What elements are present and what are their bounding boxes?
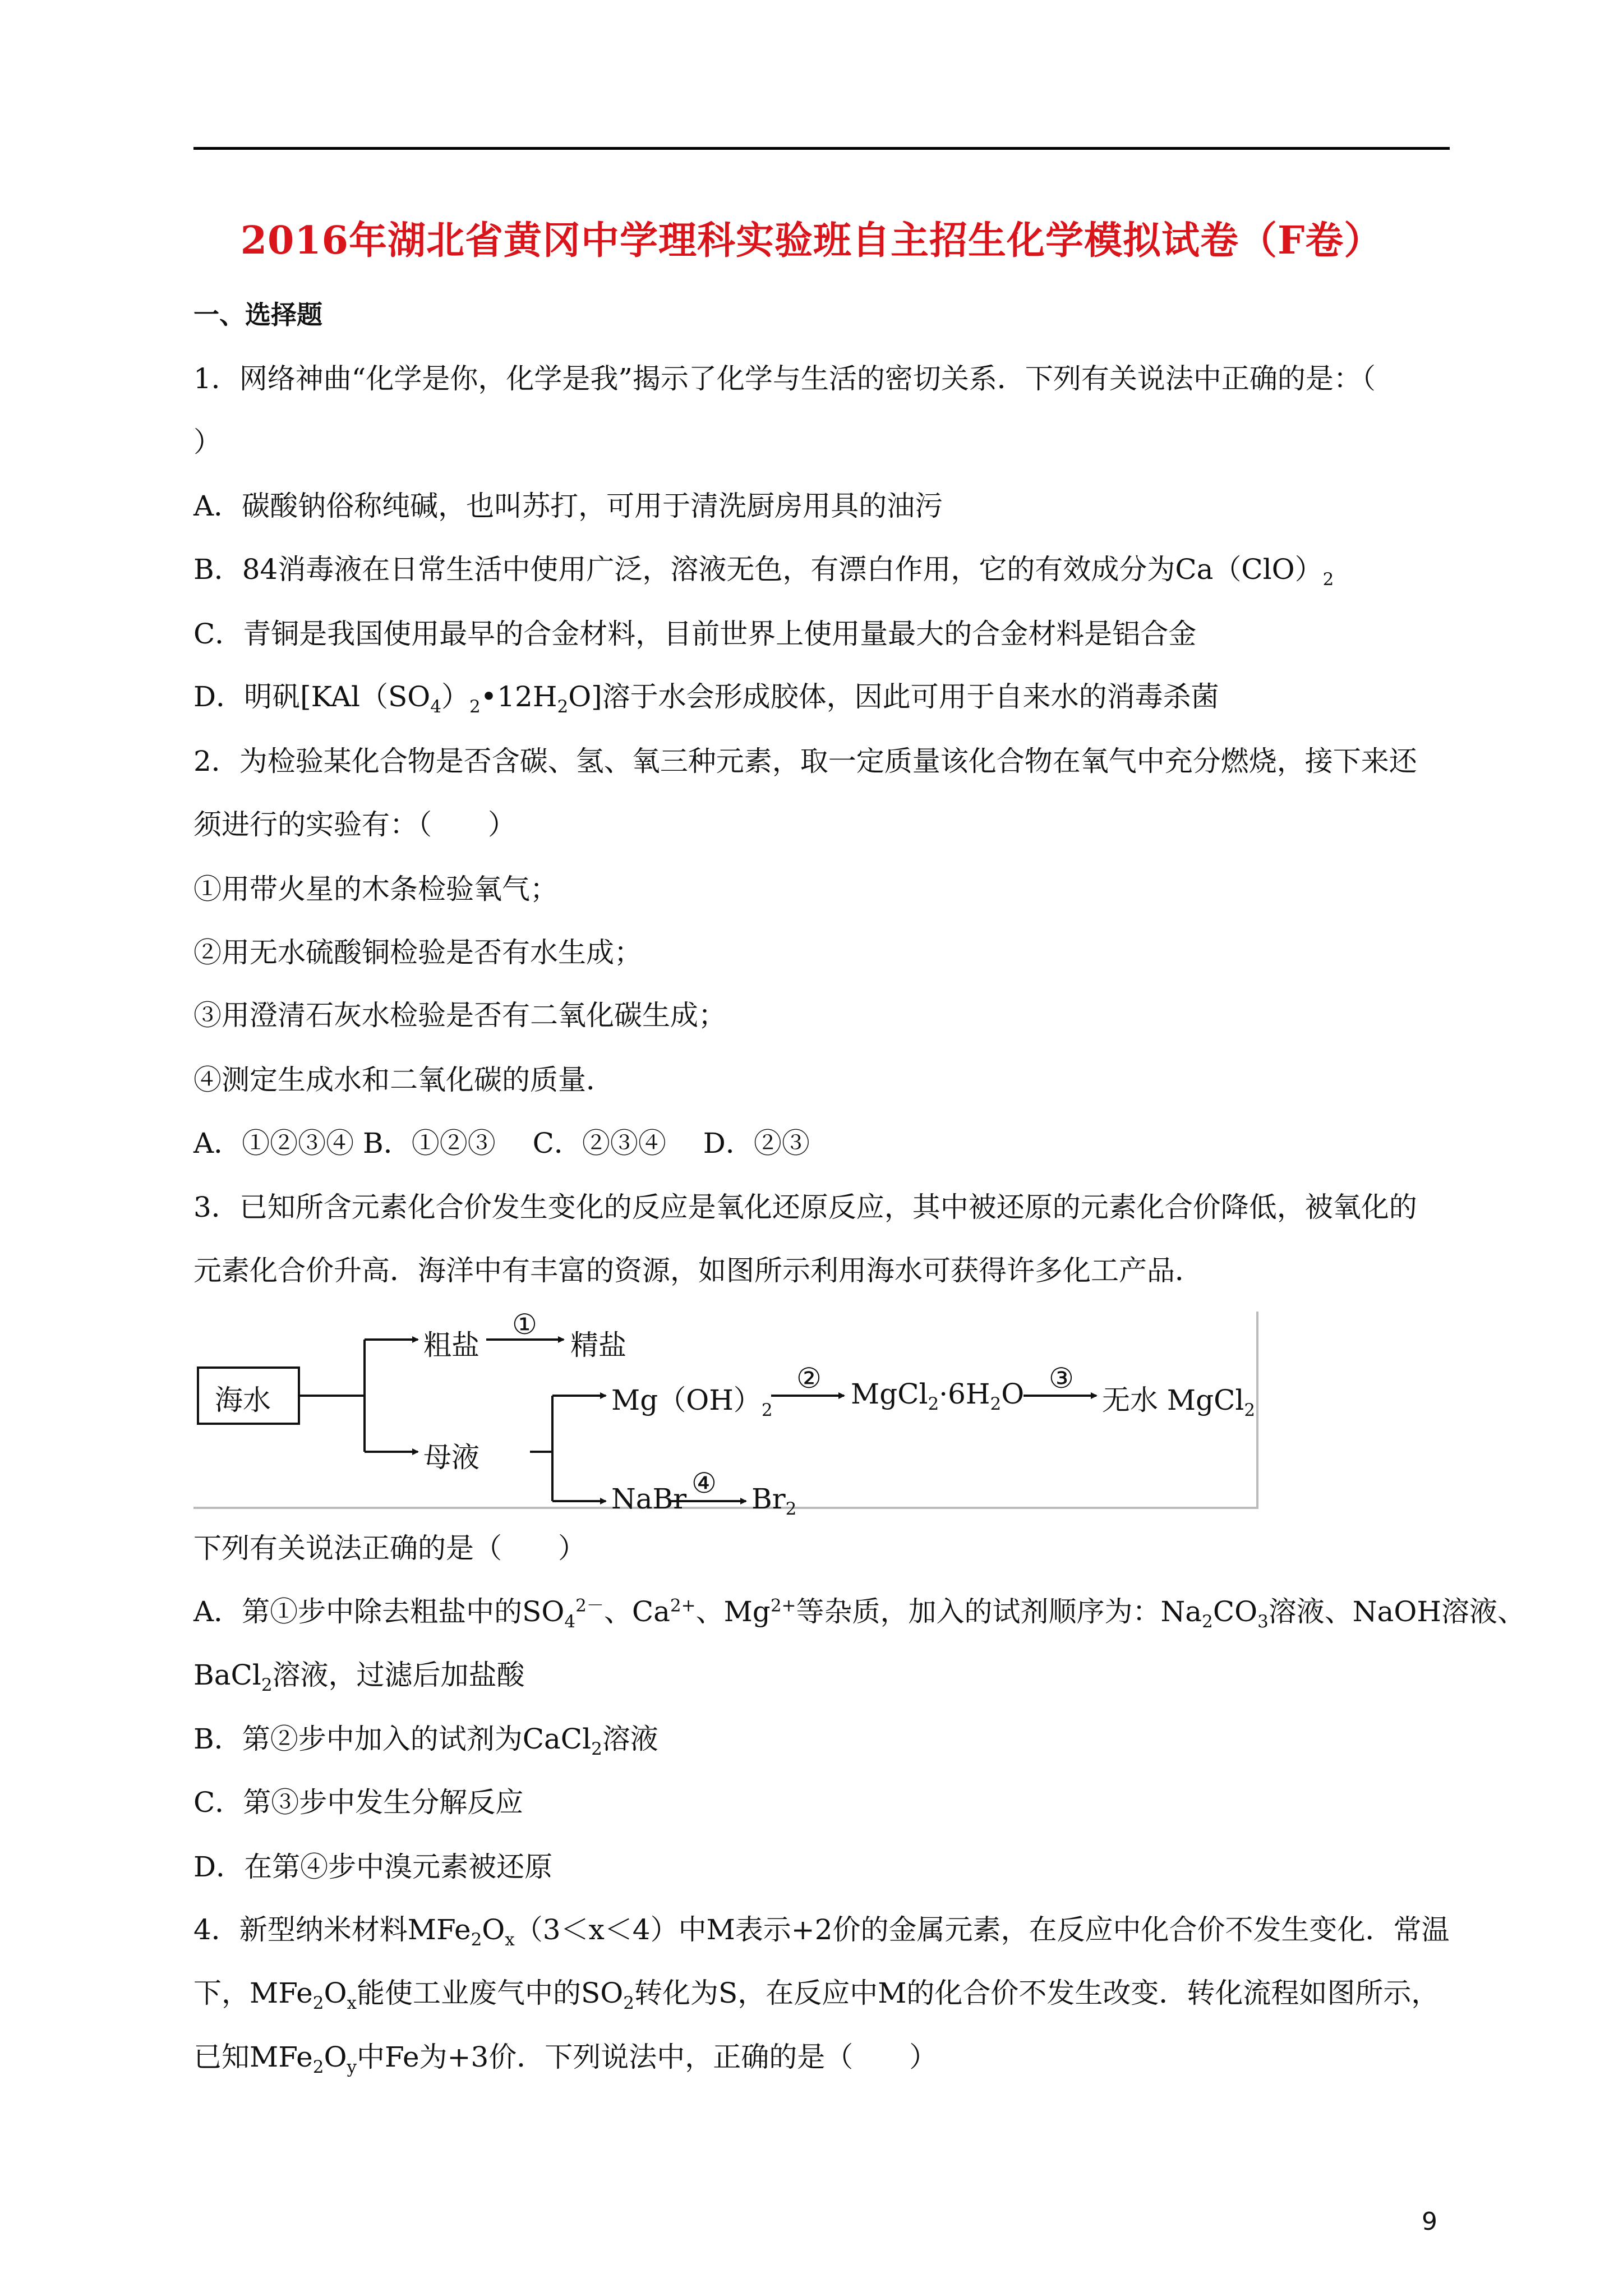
step-1-label: ① bbox=[512, 1308, 537, 1341]
q3-ask: 下列有关说法正确的是（ ） bbox=[193, 1532, 586, 1565]
mgcl2-hydrate-label: $MgCl_2\cdot 6H_2O$ bbox=[851, 1378, 1025, 1414]
q3-option-d: D．在第④步中溴元素被还原 bbox=[193, 1851, 553, 1883]
q2-stem-line1: 2．为检验某化合物是否含碳、氢、氧三种元素，取一定质量该化合物在氧气中充分燃烧，接下来还 bbox=[193, 745, 1417, 777]
exam-title: 2016年湖北省黄冈中学理科实验班自主招生化学模拟试卷（F卷） bbox=[240, 218, 1383, 263]
q1-option-c: C．青铜是我国使用最早的合金材料，目前世界上使用量最大的合金材料是铝合金 bbox=[193, 618, 1197, 650]
q1-option-b: B．84消毒液在日常生活中使用广泛，溶液无色，有漂白作用，它的有效成分为$Ca(ClO)_2$ bbox=[193, 553, 1334, 590]
q3-stem-line1: 3．已知所含元素化合价发生变化的反应是氧化还原反应，其中被还原的元素化合价降低，被氧化的 bbox=[193, 1191, 1417, 1223]
q1-option-d: D．明矾$[KAl(SO_4)_2•12H_2O]$溶于水会形成胶体，因此可用于自来水的消毒杀菌 bbox=[193, 680, 1219, 717]
step-2-label: ② bbox=[796, 1362, 822, 1395]
br2-label: $Br_2$ bbox=[751, 1483, 797, 1519]
refined-salt-label: 精盐 bbox=[570, 1329, 626, 1361]
q4-stem-line3: 已知$MFe_2O_y$中Fe为+3价．下列说法中，正确的是（ ） bbox=[193, 2041, 938, 2077]
q4-stem-line1: 4．新型纳米材料$MFe_2O_x(3<x<4)$中M表示+2价的金属元素，在反应中化合价不发生变化．常温 bbox=[193, 1913, 1450, 1950]
seawater-flow-diagram bbox=[193, 1308, 1258, 1519]
section-heading: 一、选择题 bbox=[193, 300, 322, 330]
q2-item-2: ②用无水硫酸铜检验是否有水生成； bbox=[193, 936, 642, 969]
q4-stem-line2: 下，$MFe_2O_x$能使工业废气中的$SO_2$转化为S，在反应中M的化合价不发生改变．转化流程如图所示， bbox=[193, 1977, 1440, 2013]
q3-stem-line2: 元素化合价升高．海洋中有丰富的资源，如图所示利用海水可获得许多化工产品． bbox=[193, 1254, 1203, 1287]
nabr-label: NaBr bbox=[611, 1483, 687, 1515]
q2-stem-line2: 须进行的实验有：（ ） bbox=[193, 808, 516, 841]
q1-stem-line2: ） bbox=[193, 426, 222, 458]
q3-option-b: B．第②步中加入的试剂为CaCl$_2$溶液 bbox=[193, 1723, 658, 1759]
q2-options: A．①②③④ B．①②③ C．②③④ D．②③ bbox=[193, 1127, 810, 1159]
seawater-label: 海水 bbox=[215, 1384, 271, 1416]
q3-option-c: C．第③步中发生分解反应 bbox=[193, 1786, 524, 1819]
q1-option-a: A．碳酸钠俗称纯碱，也叫苏打，可用于清洗厨房用具的油污 bbox=[193, 490, 943, 522]
q3-option-a-line2: BaCl$_2$溶液，过滤后加盐酸 bbox=[193, 1659, 525, 1695]
q2-item-4: ④测定生成水和二氧化碳的质量． bbox=[193, 1064, 614, 1096]
mgoh2-label: $Mg(OH)_2$ bbox=[611, 1384, 773, 1420]
q2-item-3: ③用澄清石灰水检验是否有二氧化碳生成； bbox=[193, 999, 726, 1032]
q1-stem-line1: 1．网络神曲“化学是你，化学是我”揭示了化学与生活的密切关系．下列有关说法中正确的是：（ bbox=[193, 362, 1376, 395]
header-rule bbox=[193, 147, 1450, 150]
q2-item-1: ①用带火星的木条检验氧气； bbox=[193, 873, 558, 905]
anhydrous-mgcl2-label: 无水 MgCl$_2$ bbox=[1102, 1384, 1256, 1420]
page-number: 9 bbox=[1422, 2207, 1437, 2236]
q3-option-a-line1: A．第①步中除去粗盐中的$SO_4^{2-}$、$Ca^{2+}$、$Mg^{2+}$等杂质，加入的试剂顺序为：$Na_2CO_3$溶液、NaOH溶液、 bbox=[193, 1595, 1525, 1632]
step-3-label: ③ bbox=[1049, 1362, 1074, 1395]
mother-liquor-label: 母液 bbox=[423, 1441, 479, 1474]
crude-salt-label: 粗盐 bbox=[423, 1329, 479, 1361]
step-4-label: ④ bbox=[691, 1467, 717, 1499]
